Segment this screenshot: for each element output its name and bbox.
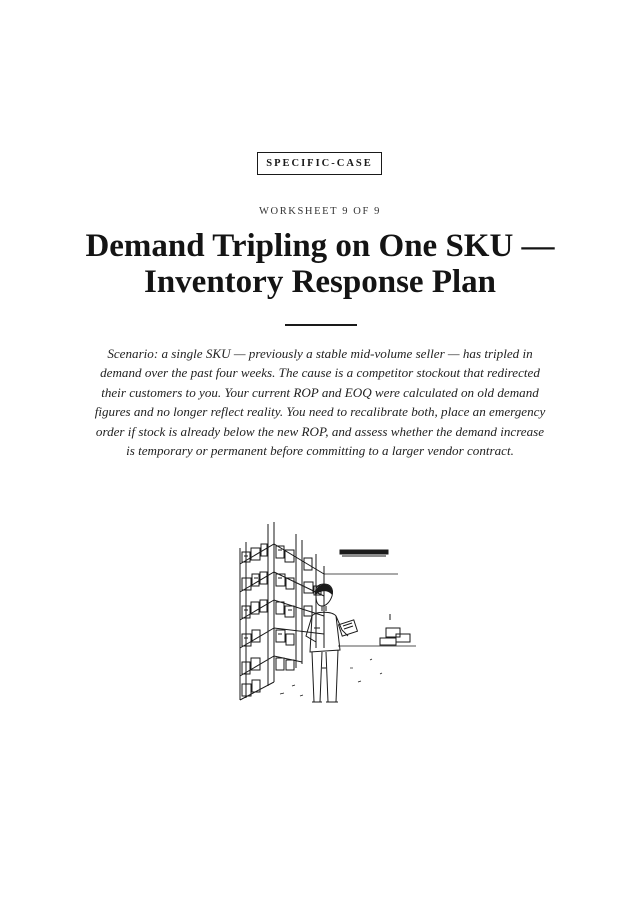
category-badge: SPECIFIC-CASE [257, 152, 382, 175]
worksheet-label: WORKSHEET 9 OF 9 [259, 206, 381, 217]
warehouse-worker-illustration [230, 518, 416, 708]
worker-figure [306, 584, 357, 702]
title-divider [285, 324, 357, 326]
floor-texture [280, 659, 382, 696]
shelving-unit [240, 522, 324, 700]
scenario-text: Scenario: a single SKU — previously a stable mid-volume seller — has tripled in demand over the past four weeks. The cause is a competitor stockout that redirected their customers to you. Your current ROP and EOQ were calculated on old demand figures and no longer reflect reality. You need to recalibrate both, place an emergency order if stock is already below the new ROP, and assess whether the demand increase is temporary or permanent before committing to a larger vendor contract. [94, 346, 546, 459]
page-title: Demand Tripling on One SKU — Inventory Response Plan [85, 228, 555, 300]
ceiling-light [340, 550, 388, 556]
background-boxes [380, 614, 410, 645]
